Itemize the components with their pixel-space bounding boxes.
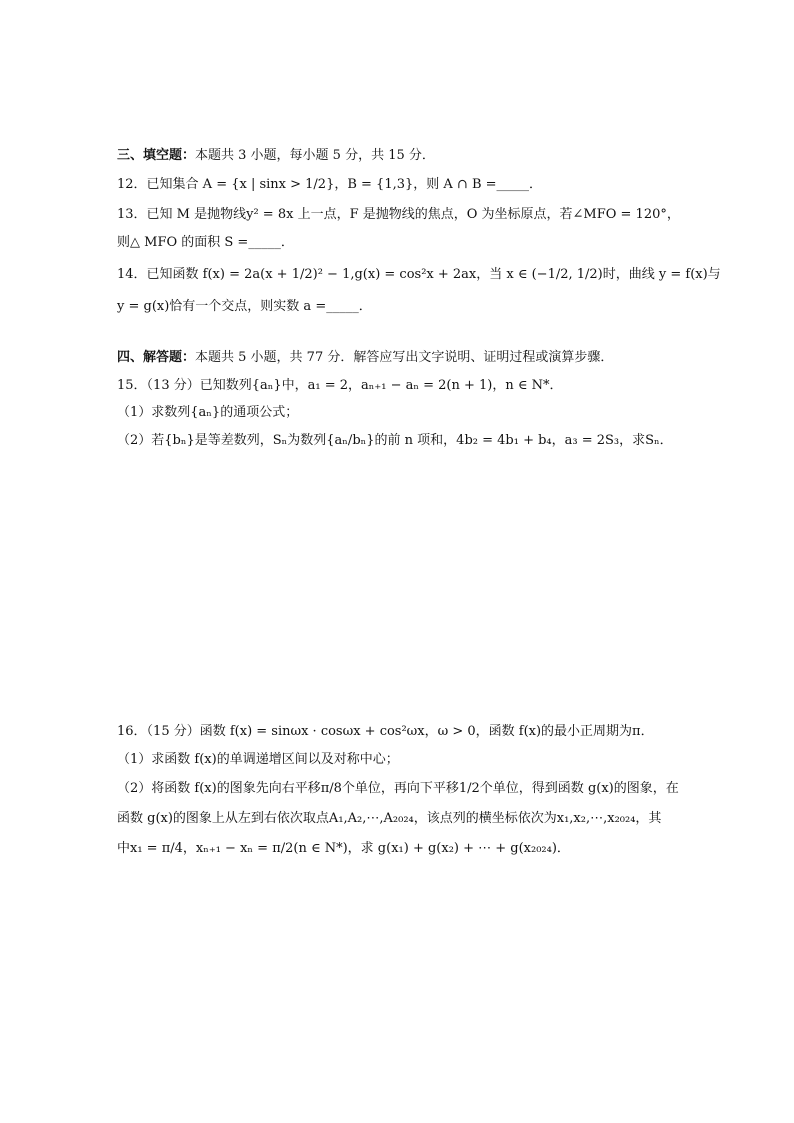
question-12: 12．已知集合 A = {x | sinx > 1/2}，B = {1,3}，则 A ∩ B =_____． (117, 177, 543, 192)
question-15-part1: （1）求数列{aₙ}的通项公式； (117, 405, 299, 420)
section3-header (117, 147, 435, 165)
question-14-line1: 14．已知函数 f(x) = 2a(x + 1/2)² − 1,g(x) = cos²x + 2ax，当 x ∈ (−1/2, 1/2)时，曲线 y = f(x)与 (117, 267, 721, 282)
question-16-stem: 16．（15 分）函数 f(x) = sinωx · cosωx + cos²ωx，ω > 0，函数 f(x)的最小正周期为π． (117, 724, 654, 739)
question-15-part2: （2）若{bₙ}是等差数列，Sₙ为数列{aₙ/bₙ}的前 n 项和，4b₂ = 4b₁ + b₄，a₃ = 2S₃，求Sₙ． (117, 433, 673, 448)
question-16-part2-line3: 中x₁ = π/4，xₙ₊₁ − xₙ = π/2(n ∈ N*)，求 g(x₁) + g(x₂) + ⋯ + g(x₂₀₂₄)． (117, 841, 570, 856)
section3-description: 本题共 3 小题，每小题 5 分，共 15 分． (195, 148, 435, 163)
question-16-part2-line2: 函数 g(x)的图象上从左到右依次取点A₁,A₂,⋯,A₂₀₂₄，该点列的横坐标依次为x₁,x₂,⋯,x₂₀₂₄，其 (117, 811, 662, 826)
section4-description: 本题共 5 小题，共 77 分．解答应写出文字说明、证明过程或演算步骤． (195, 350, 614, 365)
section4-header (117, 349, 613, 367)
question-13-line2: 则△ MFO 的面积 S =_____． (117, 235, 294, 250)
section4-heading: 四、解答题： (117, 350, 196, 365)
question-16-part2-line1: （2）将函数 f(x)的图象先向右平移π/8个单位，再向下平移1/2个单位，得到函数 g(x)的图象，在 (117, 781, 679, 796)
question-16-part1: （1）求函数 f(x)的单调递增区间以及对称中心； (117, 752, 399, 767)
section3-heading: 三、填空题： (117, 148, 196, 163)
question-13-line1: 13．已知 M 是抛物线y² = 8x 上一点，F 是抛物线的焦点，O 为坐标原点，若∠MFO = 120°， (117, 207, 680, 222)
question-14-line2: y = g(x)恰有一个交点，则实数 a =_____． (117, 299, 372, 314)
question-15-stem: 15．（13 分）已知数列{aₙ}中，a₁ = 2，aₙ₊₁ − aₙ = 2(n + 1)，n ∈ N*． (117, 378, 563, 393)
